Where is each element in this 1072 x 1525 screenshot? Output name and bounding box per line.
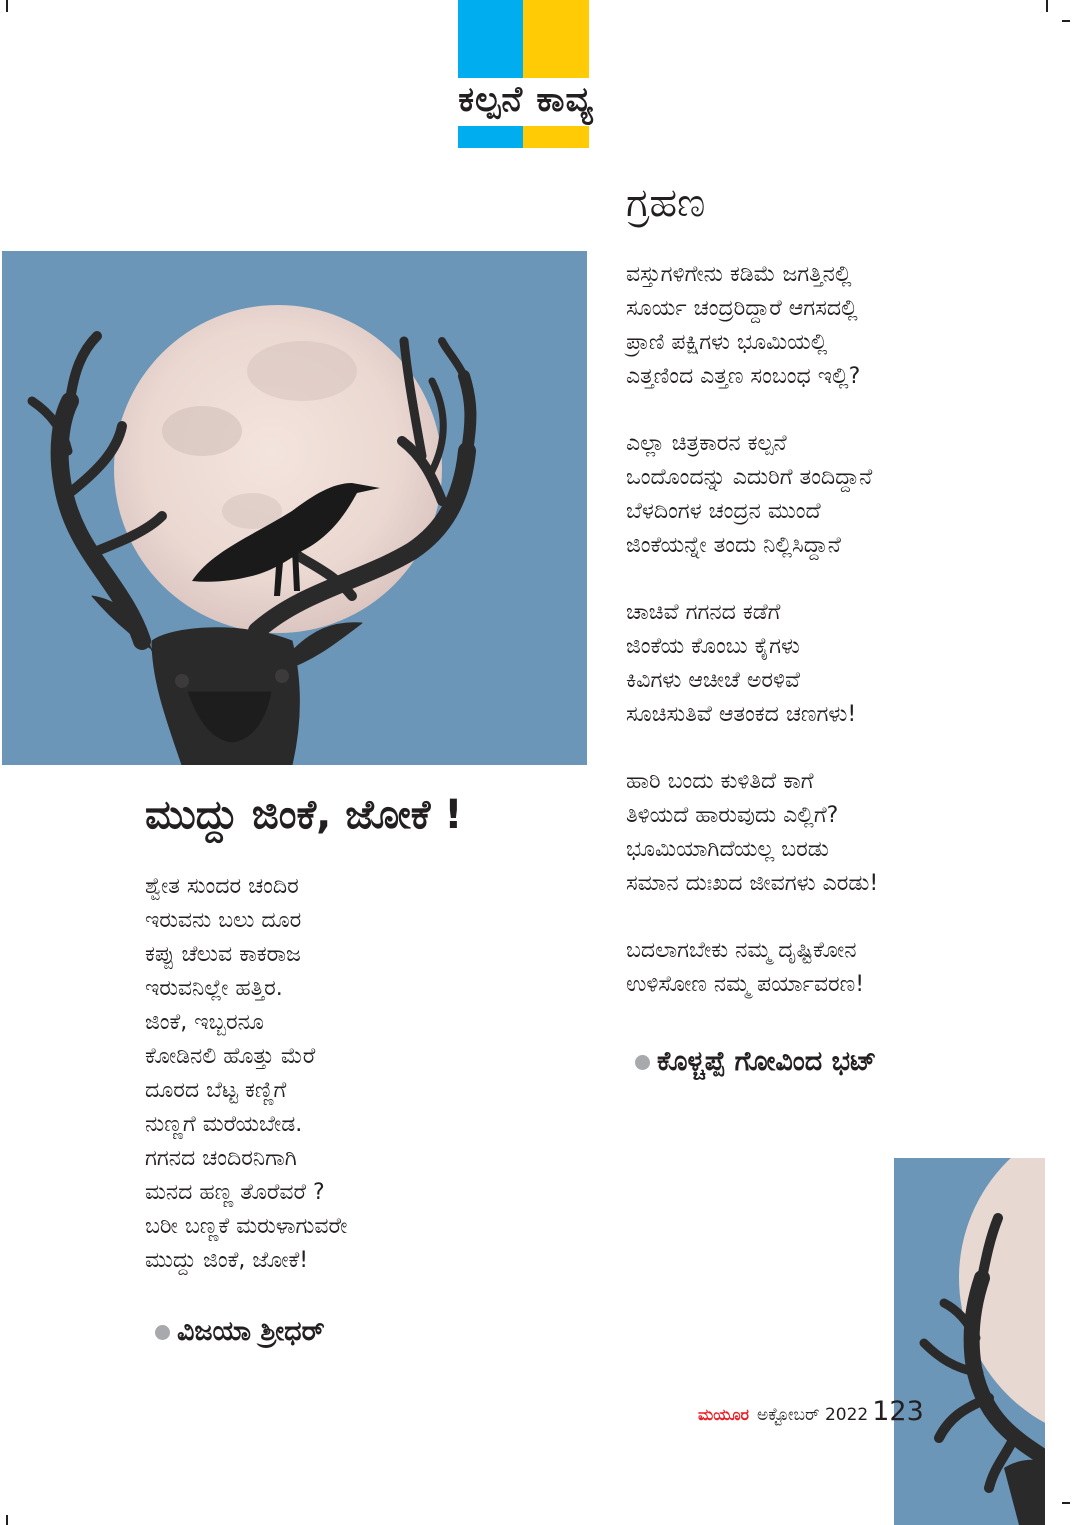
poem-line: ಚಾಚಿವೆ ಗಗನದ ಕಡೆಗೆ — [626, 600, 781, 625]
section-title: ಕಲ್ಪನೆ ಕಾವ್ಯ — [458, 80, 594, 120]
poem-line: ಒಂದೊಂದನ್ನು ಎದುರಿಗೆ ತಂದಿದ್ದಾನೆ — [626, 465, 873, 490]
poem-stanza — [626, 258, 878, 394]
poem-stanza — [626, 596, 878, 732]
poem-line: ಎತ್ತಣಿಂದ ಎತ್ತಣ ಸಂಬಂಧ ಇಲ್ಲಿ? — [626, 364, 861, 389]
crop-mark — [1046, 0, 1048, 12]
poem-stanza — [626, 765, 878, 901]
poem-line: ಬದಲಾಗಬೇಕು ನಮ್ಮ ದೃಷ್ಟಿಕೋನ — [626, 938, 857, 963]
poem-line: ಎಲ್ಲಾ ಚಿತ್ರಕಾರನ ಕಲ್ಪನೆ — [626, 431, 787, 456]
deer-moon-strip-photo — [894, 1158, 1045, 1525]
crop-mark — [1062, 1502, 1070, 1504]
page-footer — [698, 1396, 924, 1427]
poem-line: ದೂರದ ಬೆಟ್ಟ ಕಣ್ಣಿಗೆ — [145, 1078, 287, 1103]
author-credit-muddu-jinke — [155, 1316, 325, 1348]
crop-mark — [1062, 20, 1070, 22]
poem-line: ಬರೀ ಬಣ್ಣಕೆ ಮರುಳಾಗುವರೇ — [145, 1214, 348, 1239]
poem-line: ಜಿಂಕೆಯನ್ನೇ ತಂದು ನಿಲ್ಲಿಸಿದ್ದಾನೆ — [626, 533, 841, 558]
poem-line: ಕಪ್ಪು ಚೆಲುವ ಕಾಕರಾಜ — [145, 942, 301, 967]
poem-stanza — [626, 427, 878, 563]
bullet-dot-icon — [635, 1055, 650, 1070]
poem-line: ಮನದ ಹಣ್ಣ ತೊರೆವರೆ ? — [145, 1180, 325, 1205]
poem-line: ತಿಳಿಯದೆ ಹಾರುವುದು ಎಲ್ಲಿಗೆ? — [626, 803, 839, 828]
deer-moon-crow-photo — [2, 251, 587, 765]
poem-line: ಶ್ವೇತ ಸುಂದರ ಚಂದಿರ — [145, 874, 299, 899]
author-name: ವಿಜಯಾ ಶ್ರೀಧರ್ — [177, 1316, 325, 1347]
poem-line: ಪ್ರಾಣಿ ಪಕ್ಷಿಗಳು ಭೂಮಿಯಲ್ಲಿ — [626, 330, 828, 355]
poem-line: ಹಾರಿ ಬಂದು ಕುಳಿತಿದೆ ಕಾಗೆ — [626, 769, 814, 794]
crop-mark — [6, 1515, 8, 1525]
poem-line: ಇರುವನಿಲ್ಲೇ ಹತ್ತಿರ. — [145, 976, 283, 1001]
poem-line: ಜಿಂಕೆಯ ಕೊಂಬು ಕೈಗಳು — [626, 634, 800, 659]
poem-line: ವಸ್ತುಗಳಿಗೇನು ಕಡಿಮೆ ಜಗತ್ತಿನಲ್ಲಿ — [626, 262, 852, 287]
poem-line: ನುಣ್ಣಗೆ ಮರೆಯಬೇಡ. — [145, 1112, 303, 1137]
poem-title-muddu-jinke: ಮುದ್ದು ಜಿಂಕೆ, ಜೋಕೆ ! — [145, 792, 463, 838]
issue-date: ಅಕ್ಟೋಬರ್ 2022 — [757, 1405, 869, 1425]
poem-line: ಉಳಿಸೋಣ ನಮ್ಮ ಪರ್ಯಾವರಣ! — [626, 972, 865, 997]
author-credit-grahana — [635, 1046, 876, 1078]
poem-line: ಜಿಂಕೆ, ಇಬ್ಬರನೂ — [145, 1010, 264, 1035]
poem-line: ಗಗನದ ಚಂದಿರನಿಗಾಗಿ — [145, 1146, 297, 1171]
magazine-logo: ಮಯೂರ — [698, 1405, 750, 1424]
section-header-block — [458, 0, 589, 148]
poem-stanza — [626, 934, 878, 1002]
poem-body-grahana — [626, 258, 878, 1002]
poem-line: ಮುದ್ದು ಜಿಂಕೆ, ಜೋಕೆ! — [145, 1248, 309, 1273]
poem-line: ಕೋಡಿನಲಿ ಹೊತ್ತು ಮೆರೆ — [145, 1044, 316, 1069]
author-name: ಕೊಳ್ಚಪ್ಪೆ ಗೋವಿಂದ ಭಟ್ — [657, 1046, 877, 1077]
poem-line: ಭೂಮಿಯಾಗಿದೆಯಲ್ಲ ಬರಡು — [626, 837, 829, 862]
page-number: 123 — [872, 1396, 924, 1427]
poem-line: ಇರುವನು ಬಲು ದೂರ — [145, 908, 302, 933]
poem-line: ಸೂಚಿಸುತಿವೆ ಆತಂಕದ ಚಣಗಳು! — [626, 702, 857, 727]
poem-line: ಸೂರ್ಯ ಚಂದ್ರರಿದ್ದಾರೆ ಆಗಸದಲ್ಲಿ — [626, 296, 858, 321]
poem-line: ಬೆಳದಿಂಗಳ ಚಂದ್ರನ ಮುಂದೆ — [626, 499, 821, 524]
crop-mark — [6, 0, 8, 12]
poem-line: ಸಮಾನ ದುಃಖದ ಜೀವಗಳು ಎರಡು! — [626, 871, 879, 896]
poem-title-grahana: ಗ್ರಹಣ — [626, 180, 706, 226]
poem-line: ಕಿವಿಗಳು ಆಚೀಚೆ ಅರಳಿವೆ — [626, 668, 800, 693]
poem-body-muddu-jinke — [145, 870, 347, 1278]
bullet-dot-icon — [155, 1325, 170, 1340]
